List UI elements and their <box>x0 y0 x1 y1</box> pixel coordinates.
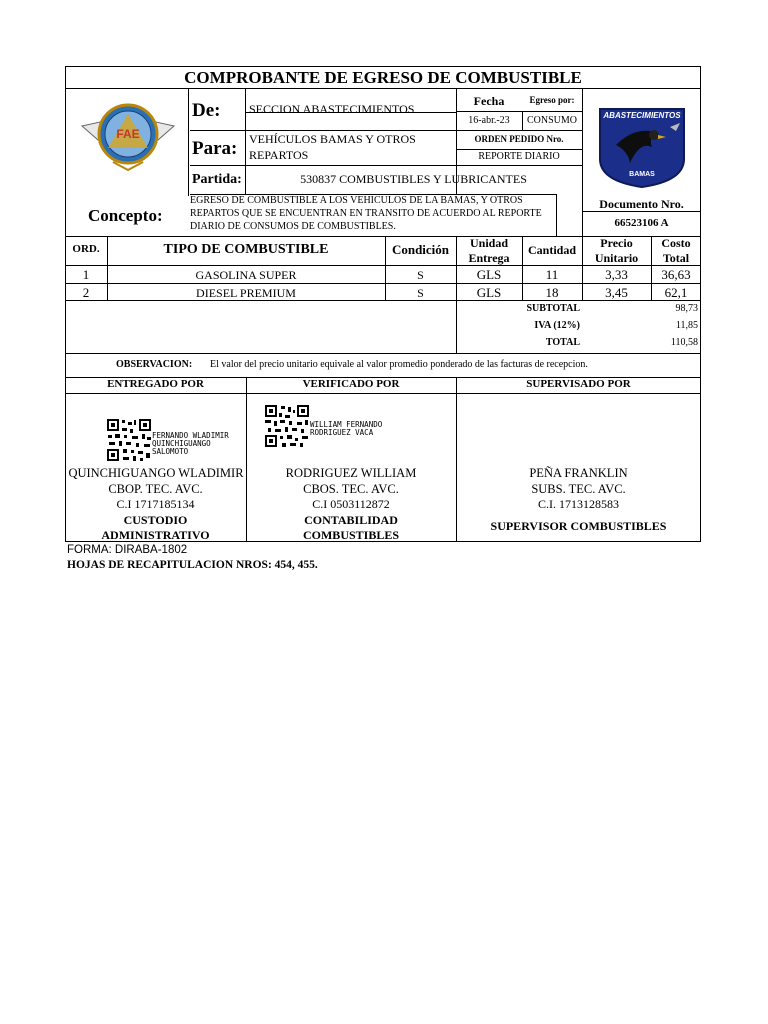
verificado-role-2: COMBUSTIBLES <box>302 528 400 542</box>
para-value-line2: REPARTOS <box>249 148 309 162</box>
de-label: De: <box>192 100 221 121</box>
rule <box>582 88 583 236</box>
documento-label: Documento Nro. <box>599 197 684 211</box>
col-header-costo-1: Costo <box>661 236 691 250</box>
orden-pedido-label: ORDEN PEDIDO Nro. <box>474 134 564 144</box>
total-value: 110,58 <box>670 337 698 348</box>
de-value: SECCION ABASTECIMIENTOS <box>249 102 415 116</box>
entregado-role-1: CUSTODIO <box>123 513 188 527</box>
signature-name-line: RODRIGUEZ VACA <box>310 428 374 437</box>
egreso-label: Egreso por: <box>529 95 575 105</box>
qr-code-icon <box>106 418 152 462</box>
rule <box>65 300 701 301</box>
row-tipo: DIESEL PREMIUM <box>196 286 296 300</box>
row-precio: 3,45 <box>605 285 628 300</box>
abastecimientos-logo-icon <box>592 103 692 189</box>
verificado-role-1: CONTABILIDAD <box>304 513 398 527</box>
signature-name-line: SALOMOTO <box>152 447 189 456</box>
abastecimientos-logo-bottom-text: BAMAS <box>629 171 655 178</box>
concepto-line-1: EGRESO DE COMBUSTIBLE A LOS VEHICULOS DE LA BAMAS, Y OTROS <box>190 195 523 206</box>
verificado-name: RODRIGUEZ WILLIAM <box>285 466 417 480</box>
subtotal-label: SUBTOTAL <box>526 303 580 314</box>
row-condicion: S <box>417 286 424 300</box>
documento-value: 66523106 A <box>614 217 669 229</box>
rule <box>65 353 701 354</box>
rule <box>456 377 457 542</box>
signature-name-line: FERNANDO WLADIMIR <box>152 431 229 440</box>
rule <box>65 283 701 284</box>
orden-pedido-value: REPORTE DIARIO <box>478 151 560 162</box>
iva-label: IVA (12%) <box>534 320 580 331</box>
signature-name-line: QUINCHIGUANGO <box>152 439 211 448</box>
concepto-line-2: REPARTOS QUE SE ENCUENTRAN EN TRANSITO DE ACUERDO AL REPORTE <box>190 208 542 219</box>
row-costo: 36,63 <box>661 267 691 282</box>
document-title: COMPROBANTE DE EGRESO DE COMBUSTIBLE <box>184 68 582 87</box>
col-header-unidad-1: Unidad <box>469 236 509 250</box>
rule <box>582 211 701 212</box>
row-condicion: S <box>417 268 424 282</box>
total-label: TOTAL <box>545 337 580 348</box>
supervisado-por-label: SUPERVISADO POR <box>526 378 631 390</box>
entregado-rank: CBOP. TEC. AVC. <box>108 482 203 496</box>
para-value-line1: VEHÍCULOS BAMAS Y OTROS <box>249 132 416 146</box>
subtotal-value: 98,73 <box>675 303 698 314</box>
row-costo: 62,1 <box>664 285 688 300</box>
verificado-por-label: VERIFICADO POR <box>302 378 400 390</box>
fecha-label: Fecha <box>473 94 505 108</box>
row-cantidad: 11 <box>545 267 559 282</box>
col-header-ord: ORD. <box>72 243 100 255</box>
rule <box>65 393 701 394</box>
col-header-tipo: TIPO DE COMBUSTIBLE <box>163 242 329 257</box>
supervisado-rank: SUBS. TEC. AVC. <box>531 482 626 496</box>
row-tipo: GASOLINA SUPER <box>195 268 297 282</box>
col-header-cantidad: Cantidad <box>527 243 577 257</box>
verificado-rank: CBOS. TEC. AVC. <box>303 482 399 496</box>
fae-logo-text: FAE <box>116 127 140 141</box>
rule <box>456 111 582 112</box>
concepto-line-3: DIARIO DE CONSUMOS DE COMBUSTIBLES. <box>190 221 396 232</box>
concepto-label: Concepto: <box>88 206 163 225</box>
rule <box>456 149 582 150</box>
supervisado-role: SUPERVISOR COMBUSTIBLES <box>490 519 667 533</box>
partida-label: Partida: <box>192 172 242 187</box>
observacion-text: El valor del precio unitario equivale al valor promedio ponderado de las facturas de recepcion. <box>210 359 588 370</box>
entregado-ci: C.I 1717185134 <box>116 497 195 511</box>
row-ord: 1 <box>82 267 90 282</box>
iva-value: 11,85 <box>675 320 698 331</box>
observacion-label: OBSERVACION: <box>116 359 193 370</box>
rule <box>190 165 582 166</box>
fecha-value: 16-abr.-23 <box>468 115 510 126</box>
para-label: Para: <box>192 138 238 159</box>
hojas-recapitulacion: HOJAS DE RECAPITULACION NROS: 454, 455. <box>67 559 318 571</box>
qr-code-icon <box>264 404 310 448</box>
rule <box>190 130 456 131</box>
supervisado-name: PEÑA FRANKLIN <box>529 466 628 480</box>
verificado-ci: C.I 0503112872 <box>312 497 390 511</box>
forma-code: FORMA: DIRABA-1802 <box>67 544 188 556</box>
rule <box>556 194 557 236</box>
rule <box>188 88 189 196</box>
row-cantidad: 18 <box>545 285 559 300</box>
col-header-precio-1: Precio <box>600 236 633 250</box>
col-header-unidad-2: Entrega <box>468 251 510 265</box>
partida-value: 530837 COMBUSTIBLES Y LUBRICANTES <box>300 172 527 186</box>
row-precio: 3,33 <box>605 267 628 282</box>
abastecimientos-logo-top-text: ABASTECIMIENTOS <box>603 111 681 120</box>
col-header-precio-2: Unitario <box>594 251 639 265</box>
row-ord: 2 <box>82 285 90 300</box>
fae-logo-icon <box>78 96 178 172</box>
supervisado-ci: C.I. 1713128583 <box>538 497 619 511</box>
rule <box>65 88 701 89</box>
row-unidad: GLS <box>476 267 502 282</box>
col-header-costo-2: Total <box>662 251 690 265</box>
rule <box>65 265 701 266</box>
entregado-por-label: ENTREGADO POR <box>107 378 204 390</box>
signature-name-line: WILLIAM FERNANDO <box>310 420 383 429</box>
egreso-value: CONSUMO <box>526 115 577 126</box>
entregado-name: QUINCHIGUANGO WLADIMIR <box>68 466 244 480</box>
rule <box>456 130 582 131</box>
row-unidad: GLS <box>476 285 502 300</box>
col-header-condicion: Condición <box>391 242 450 257</box>
entregado-role-2: ADMINISTRATIVO <box>101 528 210 542</box>
